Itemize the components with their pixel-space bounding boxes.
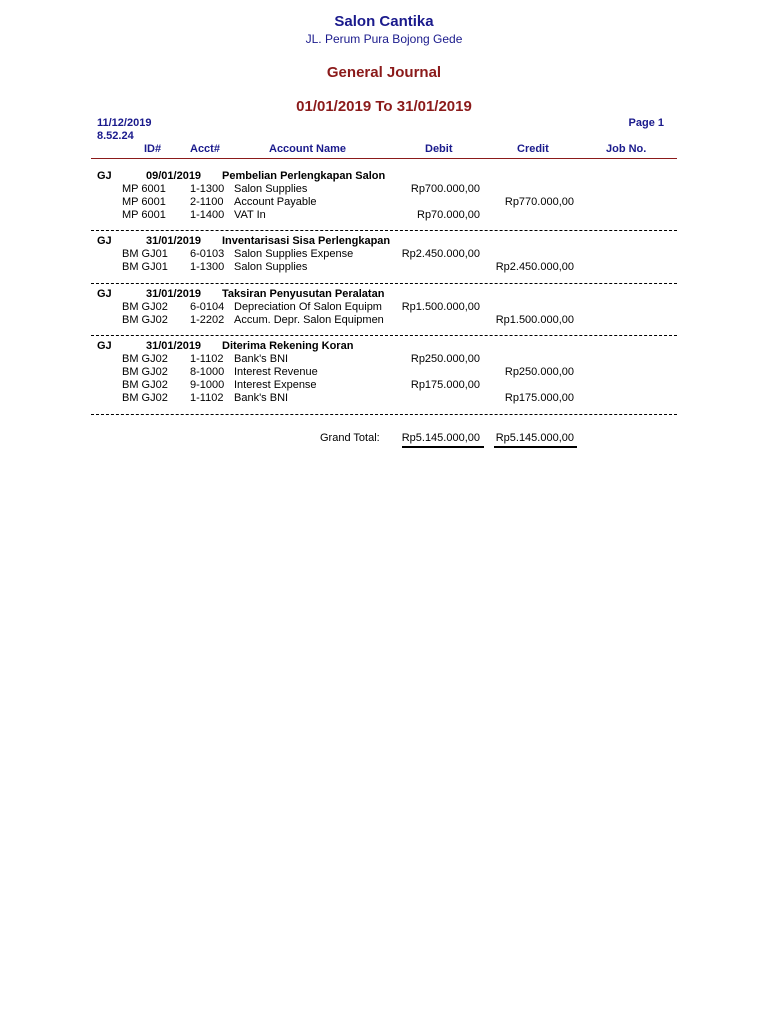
- line-id: BM GJ01: [122, 261, 168, 273]
- entry-separator: [91, 414, 677, 415]
- entry-separator: [91, 283, 677, 284]
- entry-date: 31/01/2019: [146, 288, 202, 300]
- line-acct: 8-1000: [190, 366, 225, 378]
- grand-total-credit-underline: [494, 446, 577, 448]
- entry-memo: Taksiran Penyusutan Peralatan: [222, 288, 385, 300]
- line-debit: Rp700.000,00: [410, 183, 480, 195]
- line-acct: 6-0104: [190, 301, 225, 313]
- print-date: 11/12/2019: [97, 117, 152, 129]
- line-account-name: Interest Revenue: [234, 366, 318, 378]
- company-name: Salon Cantika: [334, 13, 434, 30]
- line-credit: Rp250.000,00: [504, 366, 574, 378]
- line-acct: 1-1102: [190, 392, 224, 404]
- line-account-name: Account Payable: [234, 196, 317, 208]
- line-acct: 6-0103: [190, 248, 225, 260]
- report-period: 01/01/2019 To 31/01/2019: [296, 98, 472, 115]
- line-credit: Rp175.000,00: [504, 392, 574, 404]
- col-acct: Acct#: [190, 143, 220, 155]
- line-acct: 1-2202: [190, 314, 225, 326]
- entry-separator: [91, 230, 677, 231]
- line-acct: 2-1100: [190, 196, 224, 208]
- line-id: BM GJ02: [122, 314, 168, 326]
- entry-memo: Pembelian Perlengkapan Salon: [222, 170, 386, 182]
- col-debit: Debit: [425, 143, 453, 155]
- entry-memo: Diterima Rekening Koran: [222, 340, 354, 352]
- line-acct: 1-1102: [190, 353, 224, 365]
- entry-type: GJ: [97, 170, 112, 182]
- col-account-name: Account Name: [269, 143, 347, 155]
- line-debit: Rp2.450.000,00: [401, 248, 480, 260]
- entry-type: GJ: [97, 288, 112, 300]
- line-credit: Rp1.500.000,00: [495, 314, 574, 326]
- report-title: General Journal: [326, 64, 442, 81]
- col-job-no: Job No.: [606, 143, 647, 155]
- line-debit: Rp1.500.000,00: [401, 301, 480, 313]
- line-credit: Rp770.000,00: [504, 196, 574, 208]
- line-id: MP 6001: [122, 183, 166, 195]
- grand-total-debit: Rp5.145.000,00: [401, 432, 480, 444]
- line-account-name: VAT In: [234, 209, 266, 221]
- entry-type: GJ: [97, 340, 112, 352]
- line-id: BM GJ02: [122, 353, 168, 365]
- entry-memo: Inventarisasi Sisa Perlengkapan: [222, 235, 391, 247]
- line-account-name: Interest Expense: [234, 379, 317, 391]
- line-debit: Rp250.000,00: [410, 353, 480, 365]
- company-address: JL. Perum Pura Bojong Gede: [305, 32, 463, 46]
- line-acct: 1-1400: [190, 209, 225, 221]
- line-account-name: Bank's BNI: [234, 392, 289, 404]
- grand-total-credit: Rp5.145.000,00: [495, 432, 574, 444]
- line-credit: Rp2.450.000,00: [495, 261, 574, 273]
- line-account-name: Depreciation Of Salon Equipm: [234, 301, 382, 313]
- line-id: MP 6001: [122, 209, 166, 221]
- line-acct: 1-1300: [190, 261, 225, 273]
- col-id: ID#: [144, 143, 162, 155]
- line-id: MP 6001: [122, 196, 166, 208]
- line-debit: Rp175.000,00: [410, 379, 480, 391]
- line-account-name: Accum. Depr. Salon Equipmen: [234, 314, 384, 326]
- line-account-name: Bank's BNI: [234, 353, 289, 365]
- line-acct: 1-1300: [190, 183, 225, 195]
- entry-date: 31/01/2019: [146, 235, 202, 247]
- line-id: BM GJ01: [122, 248, 168, 260]
- line-debit: Rp70.000,00: [417, 209, 480, 221]
- page-number: Page 1: [628, 117, 664, 129]
- entry-separator: [91, 335, 677, 336]
- line-id: BM GJ02: [122, 379, 168, 391]
- entry-date: 31/01/2019: [146, 340, 202, 352]
- col-credit: Credit: [517, 143, 549, 155]
- grand-total-debit-underline: [402, 446, 484, 448]
- line-acct: 9-1000: [190, 379, 225, 391]
- line-id: BM GJ02: [122, 366, 168, 378]
- line-account-name: Salon Supplies: [234, 261, 308, 273]
- print-time: 8.52.24: [97, 130, 134, 142]
- line-account-name: Salon Supplies: [234, 183, 308, 195]
- line-id: BM GJ02: [122, 301, 168, 313]
- line-account-name: Salon Supplies Expense: [234, 248, 354, 260]
- entry-type: GJ: [97, 235, 112, 247]
- line-id: BM GJ02: [122, 392, 168, 404]
- grand-total-label: Grand Total:: [320, 432, 380, 444]
- entry-date: 09/01/2019: [146, 170, 202, 182]
- header-rule: [91, 158, 677, 159]
